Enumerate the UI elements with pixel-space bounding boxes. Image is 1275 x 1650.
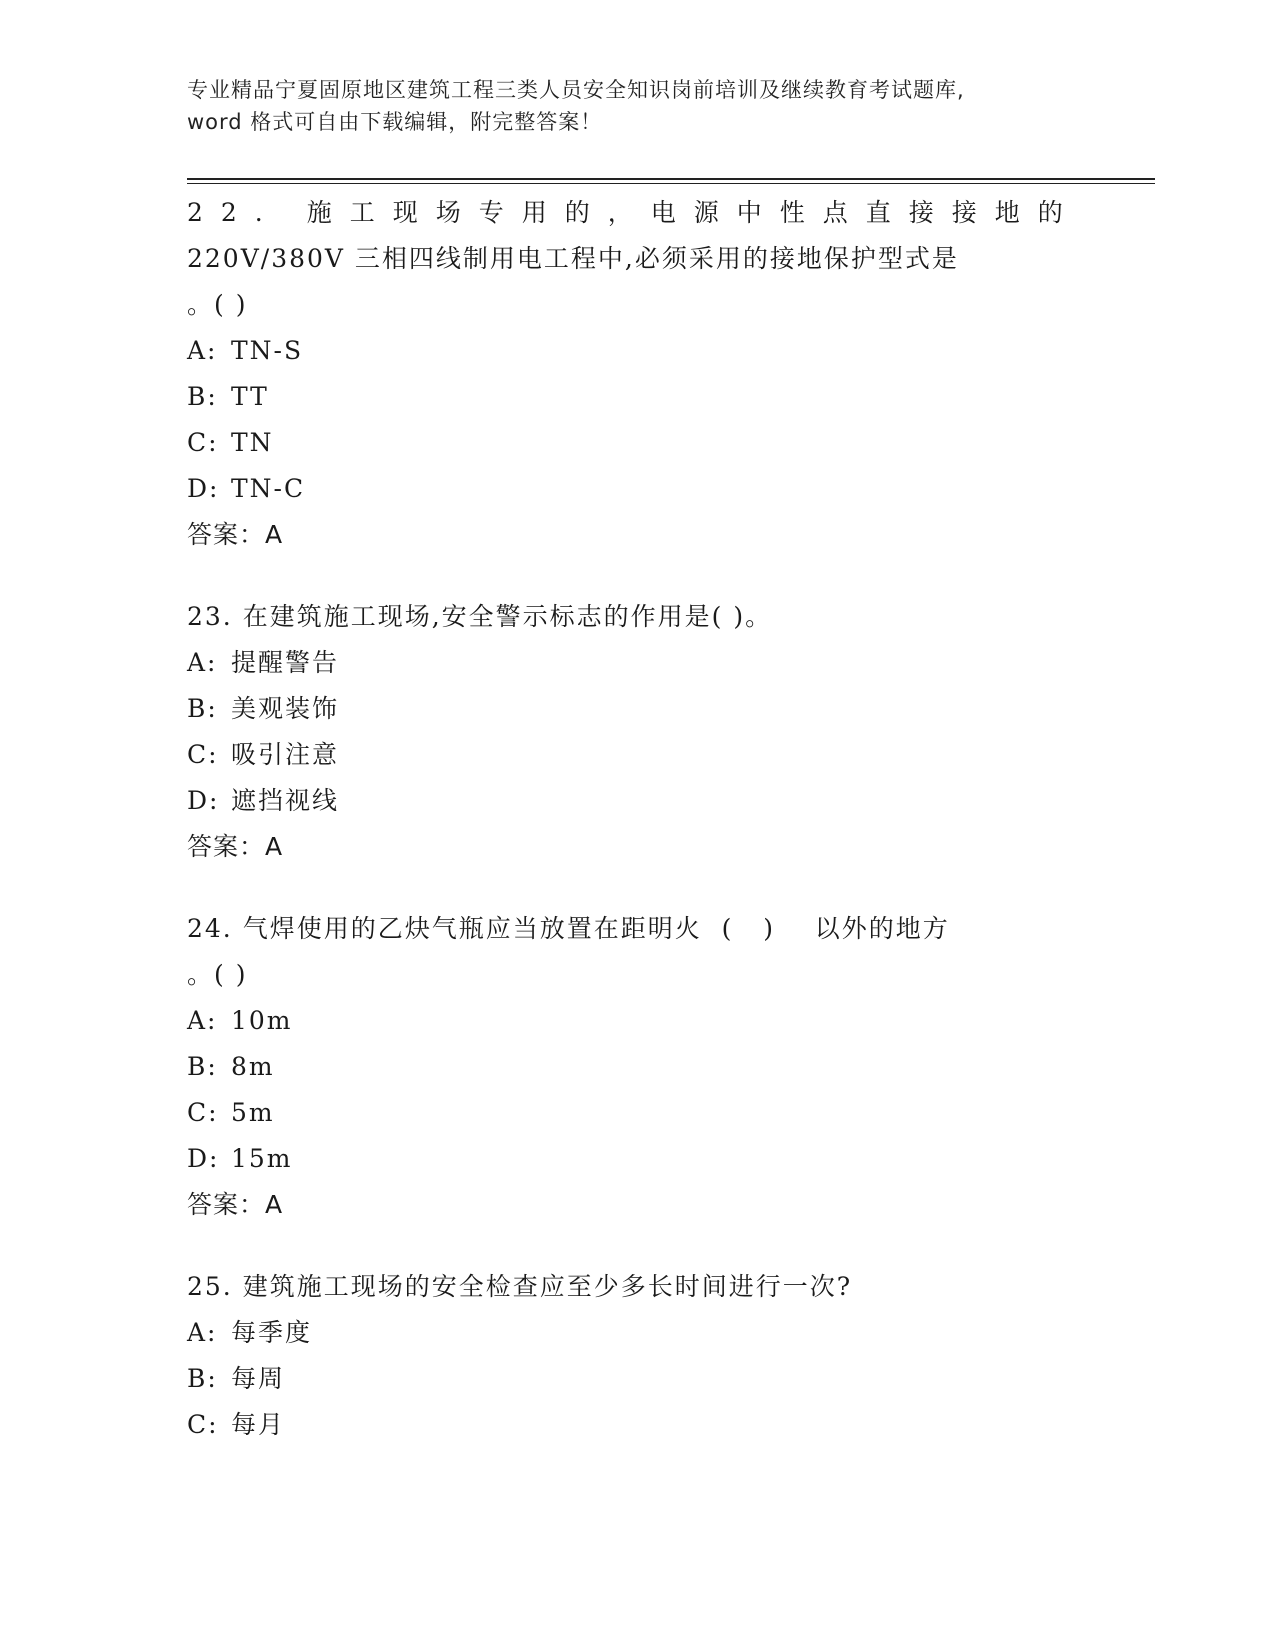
option-c <box>187 1402 1087 1448</box>
option-b <box>187 686 1087 732</box>
option-d <box>187 466 1087 512</box>
header-line-1: 专业精品宁夏固原地区建筑工程三类人员安全知识岗前培训及继续教育考试题库, <box>187 78 965 102</box>
option-b <box>187 374 1087 420</box>
option-text: 提醒警告 <box>231 648 340 677</box>
question-text-line: 25. 建筑施工现场的安全检查应至少多长时间进行一次? <box>187 1272 853 1301</box>
option-text: 15m <box>231 1144 293 1173</box>
option-text: 5m <box>231 1098 275 1127</box>
document-header <box>187 74 1087 138</box>
option-a <box>187 1310 1087 1356</box>
question-text-line: 。( ) <box>187 960 248 989</box>
question-22 <box>187 190 1087 558</box>
option-key: B: <box>187 1052 218 1081</box>
option-key: A: <box>187 648 218 677</box>
option-text: 吸引注意 <box>231 740 340 769</box>
option-key: D: <box>187 786 220 815</box>
option-text: 美观装饰 <box>231 694 340 723</box>
option-key: A: <box>187 1006 218 1035</box>
option-key: D: <box>187 474 220 503</box>
question-24 <box>187 906 1087 1228</box>
option-text: 8m <box>231 1052 275 1081</box>
question-text-line: 220V/380V 三相四线制用电工程中,必须采用的接地保护型式是 <box>187 244 959 273</box>
option-text: 每周 <box>231 1364 286 1393</box>
option-text: 10m <box>231 1006 293 1035</box>
option-text: 每月 <box>231 1410 286 1439</box>
option-key: B: <box>187 382 218 411</box>
option-key: D: <box>187 1144 220 1173</box>
option-text: TN <box>231 428 274 457</box>
option-key: C: <box>187 1410 219 1439</box>
option-key: C: <box>187 740 219 769</box>
question-text-line: 24. 气焊使用的乙炔气瓶应当放置在距明火 ( ) 以外的地方 <box>187 914 950 943</box>
header-divider-thin <box>187 183 1155 184</box>
question-23 <box>187 594 1087 870</box>
header-line-2: word 格式可自由下载编辑，附完整答案！ <box>187 110 603 134</box>
question-25 <box>187 1264 1087 1448</box>
answer-line: 答案：A <box>187 832 284 861</box>
option-key: A: <box>187 336 218 365</box>
option-text: TN-S <box>231 336 304 365</box>
option-key: A: <box>187 1318 218 1347</box>
option-key: C: <box>187 1098 219 1127</box>
option-a <box>187 328 1087 374</box>
option-text: 遮挡视线 <box>231 786 340 815</box>
option-text: TN-C <box>231 474 306 503</box>
answer-line: 答案：A <box>187 520 284 549</box>
question-text-line: 23. 在建筑施工现场,安全警示标志的作用是( )。 <box>187 602 773 631</box>
option-a <box>187 998 1087 1044</box>
option-b <box>187 1356 1087 1402</box>
option-key: B: <box>187 694 218 723</box>
question-text-line: 22. 施工现场专用的，电源中性点直接接地的 <box>187 198 1081 227</box>
option-c <box>187 732 1087 778</box>
option-b <box>187 1044 1087 1090</box>
option-key: B: <box>187 1364 218 1393</box>
option-a <box>187 640 1087 686</box>
question-text-line: 。( ) <box>187 290 248 319</box>
header-divider-thick <box>187 178 1155 180</box>
option-d <box>187 778 1087 824</box>
option-text: 每季度 <box>231 1318 313 1347</box>
option-d <box>187 1136 1087 1182</box>
option-key: C: <box>187 428 219 457</box>
question-list <box>187 190 1087 1484</box>
option-c <box>187 1090 1087 1136</box>
option-c <box>187 420 1087 466</box>
option-text: TT <box>231 382 269 411</box>
answer-line: 答案：A <box>187 1190 284 1219</box>
